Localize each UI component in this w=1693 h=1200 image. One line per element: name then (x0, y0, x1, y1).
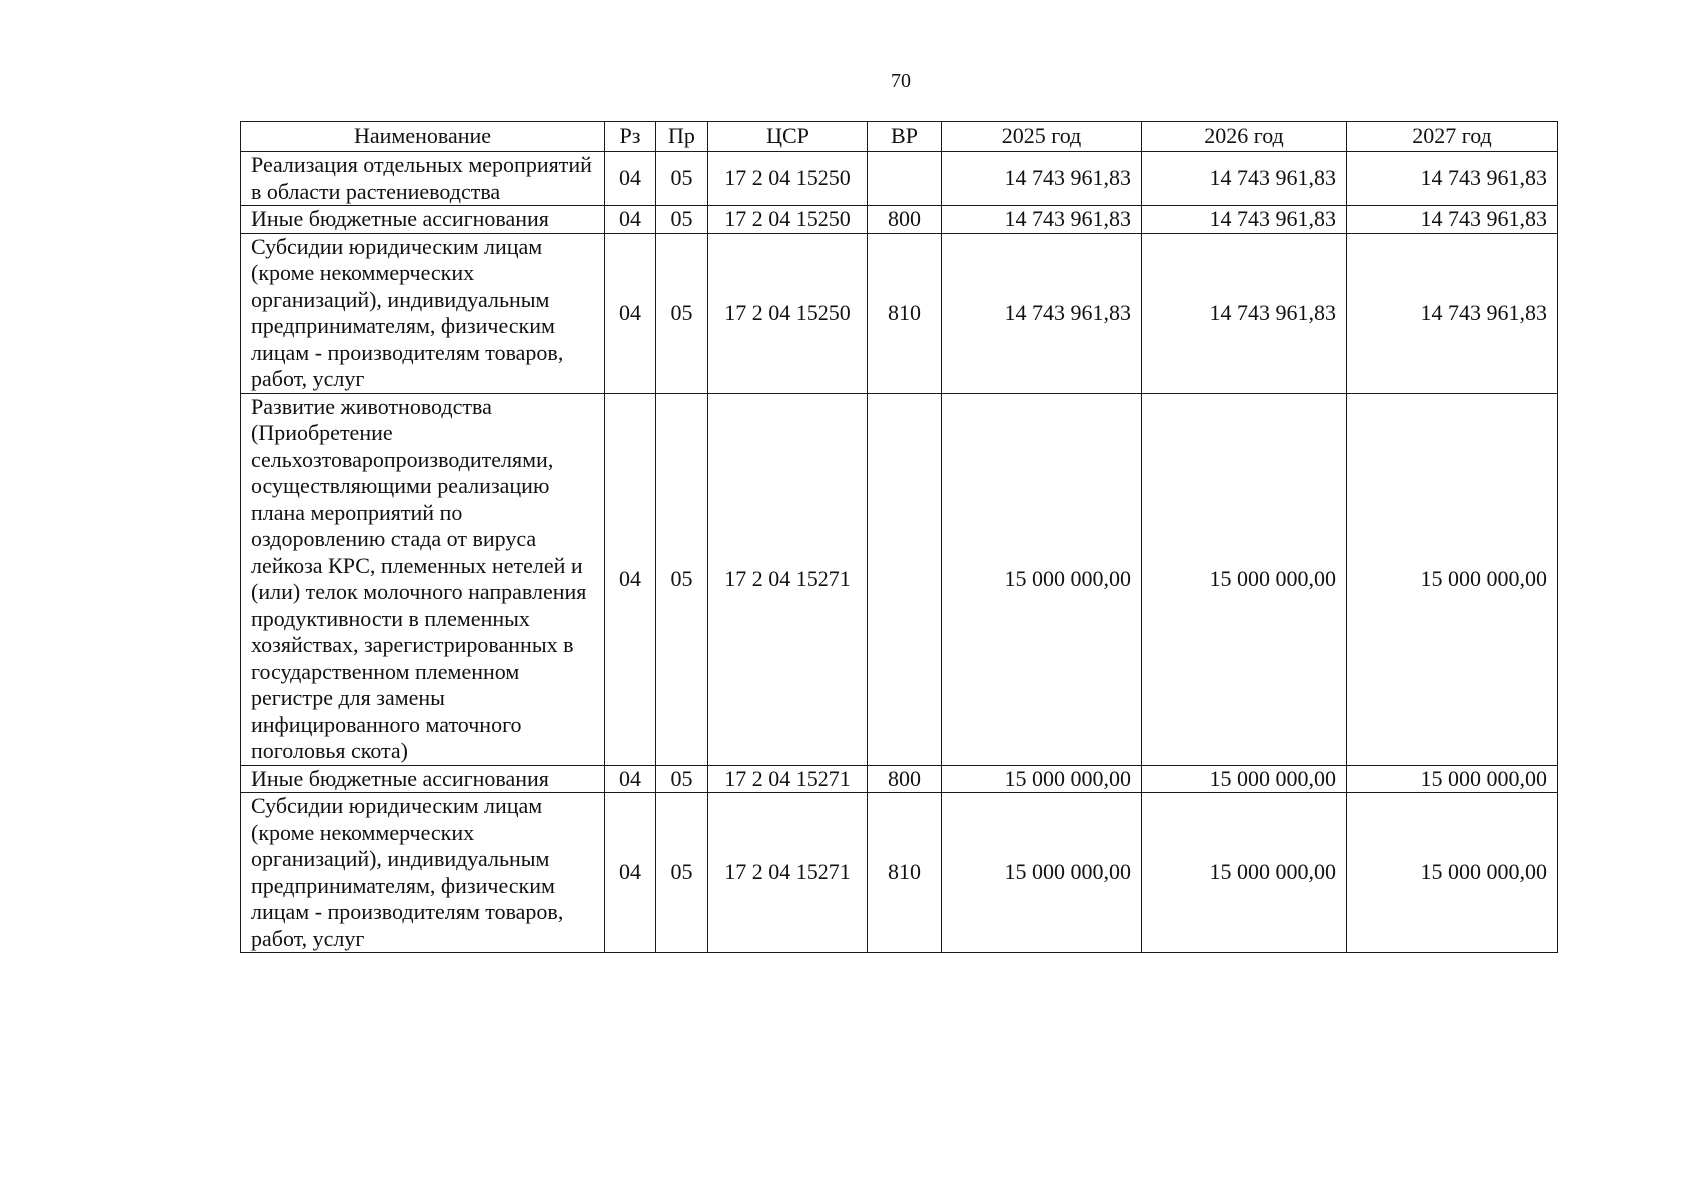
row-name: Реализация отдельных мероприятий в области растениеводства (241, 152, 605, 206)
row-2026: 15 000 000,00 (1142, 793, 1347, 953)
row-csr: 17 2 04 15271 (708, 793, 868, 953)
table-row (241, 233, 1558, 393)
row-2026: 14 743 961,83 (1142, 206, 1347, 234)
row-2027: 14 743 961,83 (1347, 152, 1558, 206)
table-row (241, 152, 1558, 206)
header-rz: Рз (605, 122, 656, 152)
row-name: Иные бюджетные ассигнования (241, 206, 605, 234)
row-2026: 14 743 961,83 (1142, 233, 1347, 393)
row-2025: 15 000 000,00 (942, 765, 1142, 793)
header-vr: ВР (868, 122, 942, 152)
row-2027: 15 000 000,00 (1347, 393, 1558, 765)
row-rz: 04 (605, 393, 656, 765)
row-2025: 14 743 961,83 (942, 206, 1142, 234)
row-csr: 17 2 04 15271 (708, 765, 868, 793)
row-2025: 15 000 000,00 (942, 393, 1142, 765)
table-row (241, 206, 1558, 234)
row-name: Субсидии юридическим лицам (кроме некоммерческих организаций), индивидуальным предпринимателям, физическим лицам - производителям товаров, работ, услуг (241, 793, 605, 953)
row-name: Развитие животноводства (Приобретение сельхозтоваропроизводителями, осуществляющими реализацию плана мероприятий по оздоровлению стада от вируса лейкоза КРС, племенных нетелей и (или) телок молочного направления продуктивности в племенных хозяйствах, зарегистрированных в государственном племенном регистре для замены инфицированного маточного поголовья скота) (241, 393, 605, 765)
page-number: 70 (891, 70, 911, 92)
row-name: Иные бюджетные ассигнования (241, 765, 605, 793)
row-vr: 800 (868, 765, 942, 793)
row-vr (868, 393, 942, 765)
row-pr: 05 (656, 152, 708, 206)
row-vr: 800 (868, 206, 942, 234)
row-2026: 15 000 000,00 (1142, 765, 1347, 793)
header-name: Наименование (241, 122, 605, 152)
row-pr: 05 (656, 765, 708, 793)
row-name: Субсидии юридическим лицам (кроме некоммерческих организаций), индивидуальным предпринимателям, физическим лицам - производителям товаров, работ, услуг (241, 233, 605, 393)
row-rz: 04 (605, 233, 656, 393)
header-row (241, 122, 1558, 152)
row-pr: 05 (656, 393, 708, 765)
header-2026: 2026 год (1142, 122, 1347, 152)
header-2025: 2025 год (942, 122, 1142, 152)
budget-table (240, 121, 1558, 953)
row-pr: 05 (656, 206, 708, 234)
row-rz: 04 (605, 765, 656, 793)
header-2027: 2027 год (1347, 122, 1558, 152)
row-rz: 04 (605, 793, 656, 953)
row-vr (868, 152, 942, 206)
row-2027: 15 000 000,00 (1347, 793, 1558, 953)
row-vr: 810 (868, 233, 942, 393)
row-2026: 14 743 961,83 (1142, 152, 1347, 206)
row-csr: 17 2 04 15250 (708, 233, 868, 393)
row-pr: 05 (656, 793, 708, 953)
row-2027: 14 743 961,83 (1347, 233, 1558, 393)
table-row (241, 393, 1558, 765)
row-vr: 810 (868, 793, 942, 953)
header-csr: ЦСР (708, 122, 868, 152)
row-rz: 04 (605, 152, 656, 206)
row-2025: 14 743 961,83 (942, 152, 1142, 206)
row-2027: 14 743 961,83 (1347, 206, 1558, 234)
row-csr: 17 2 04 15271 (708, 393, 868, 765)
table-row (241, 765, 1558, 793)
row-csr: 17 2 04 15250 (708, 206, 868, 234)
row-pr: 05 (656, 233, 708, 393)
row-2025: 15 000 000,00 (942, 793, 1142, 953)
row-2027: 15 000 000,00 (1347, 765, 1558, 793)
row-2025: 14 743 961,83 (942, 233, 1142, 393)
row-csr: 17 2 04 15250 (708, 152, 868, 206)
row-2026: 15 000 000,00 (1142, 393, 1347, 765)
table-row (241, 793, 1558, 953)
row-rz: 04 (605, 206, 656, 234)
header-pr: Пр (656, 122, 708, 152)
